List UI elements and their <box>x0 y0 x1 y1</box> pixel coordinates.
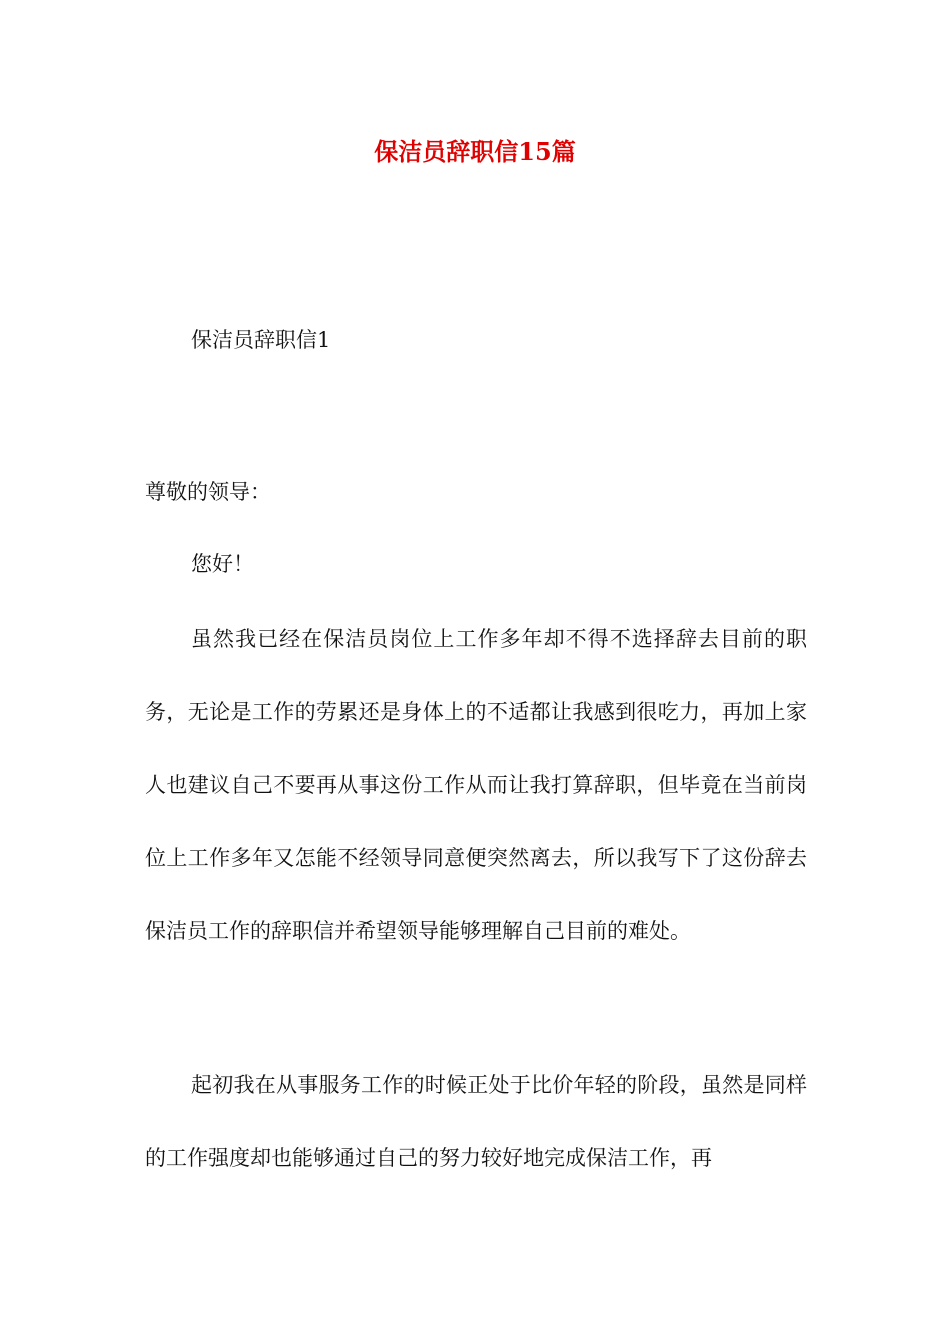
salutation: 尊敬的领导： <box>145 480 271 504</box>
document-title: 保洁员辞职信15篇 <box>374 137 576 166</box>
body-paragraph-1: 虽然我已经在保洁员岗位上工作多年却不得不选择辞去目前的职务，无论是工作的劳累还是身体上的不适都让我感到很吃力，再加上家人也建议自己不要再从事这份工作从而让我打算辞职，但毕竟在当前岗位上工作多年又怎能不经领导同意便突然离去，所以我写下了这份辞去保洁员工作的辞职信并希望领导能够理解自己目前的难处。 <box>145 627 807 943</box>
body-paragraph-2: 起初我在从事服务工作的时候正处于比价年轻的阶段，虽然是同样的工作强度却也能够通过自己的努力较好地完成保洁工作，再 <box>145 1073 807 1170</box>
letter-heading: 保洁员辞职信1 <box>191 328 331 352</box>
greeting: 您好！ <box>191 552 254 576</box>
